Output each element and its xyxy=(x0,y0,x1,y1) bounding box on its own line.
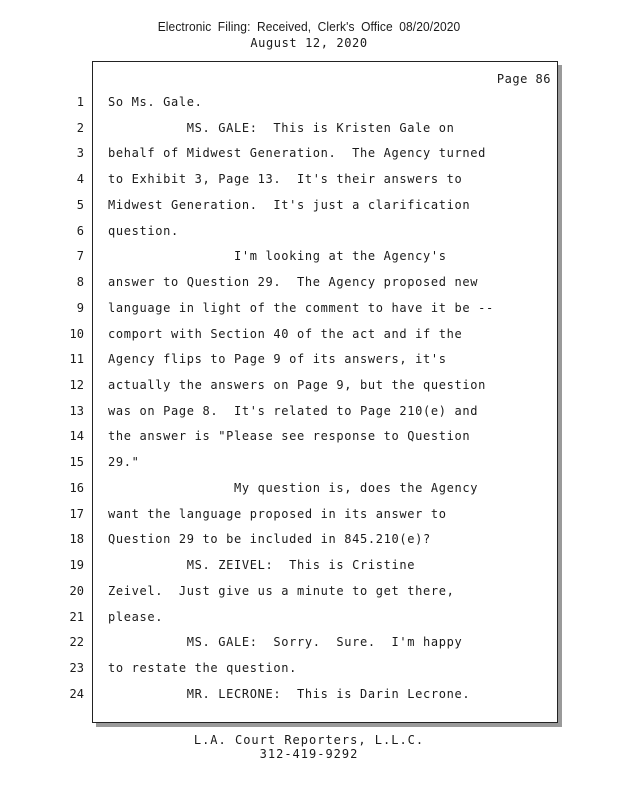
line-number: 16 xyxy=(69,481,84,495)
line-number: 2 xyxy=(76,121,84,135)
line-text: Midwest Generation. It's just a clarification xyxy=(108,198,471,212)
reporter-phone: 312-419-9292 xyxy=(259,747,359,761)
line-text: behalf of Midwest Generation. The Agency turned xyxy=(108,146,486,160)
line-text: to Exhibit 3, Page 13. It's their answers to xyxy=(108,172,463,186)
line-text: the answer is "Please see response to Question xyxy=(108,429,471,443)
line-number: 4 xyxy=(76,172,84,186)
line-text: So Ms. Gale. xyxy=(108,95,203,109)
page-number: Page 86 xyxy=(496,72,551,86)
line-number: 10 xyxy=(69,327,84,341)
line-text: was on Page 8. It's related to Page 210(e) and xyxy=(108,404,479,418)
line-number: 13 xyxy=(69,404,84,418)
line-number: 24 xyxy=(69,687,84,701)
line-text: Agency flips to Page 9 of its answers, it's xyxy=(108,352,447,366)
line-text: 29." xyxy=(108,455,140,469)
line-number: 12 xyxy=(69,378,84,392)
line-text: My question is, does the Agency xyxy=(108,481,479,495)
line-number: 6 xyxy=(76,224,84,238)
line-text: I'm looking at the Agency's xyxy=(108,249,447,263)
document-date: August 12, 2020 xyxy=(250,36,368,50)
reporter-company: L.A. Court Reporters, L.L.C. xyxy=(193,733,425,747)
line-number: 23 xyxy=(69,661,84,675)
line-number: 8 xyxy=(76,275,84,289)
line-text: MS. GALE: Sorry. Sure. I'm happy xyxy=(108,635,463,649)
line-number: 1 xyxy=(76,95,84,109)
line-number: 11 xyxy=(69,352,84,366)
line-text: question. xyxy=(108,224,179,238)
line-text: MS. GALE: This is Kristen Gale on xyxy=(108,121,455,135)
filing-stamp: Electronic Filing: Received, Clerk's Office 08/20/2020 xyxy=(157,19,461,35)
line-text: Question 29 to be included in 845.210(e)? xyxy=(108,532,431,546)
line-text: MS. ZEIVEL: This is Cristine xyxy=(108,558,416,572)
line-number: 9 xyxy=(76,301,84,315)
line-text: to restate the question. xyxy=(108,661,297,675)
line-number: 20 xyxy=(69,584,84,598)
line-number: 7 xyxy=(76,249,84,263)
line-text: Zeivel. Just give us a minute to get there, xyxy=(108,584,455,598)
line-text: language in light of the comment to have it be -- xyxy=(108,301,494,315)
line-number: 18 xyxy=(69,532,84,546)
line-number: 15 xyxy=(69,455,84,469)
line-number: 19 xyxy=(69,558,84,572)
line-number: 17 xyxy=(69,507,84,521)
line-text: MR. LECRONE: This is Darin Lecrone. xyxy=(108,687,471,701)
line-text: please. xyxy=(108,610,164,624)
line-text: comport with Section 40 of the act and if the xyxy=(108,327,463,341)
line-text: actually the answers on Page 9, but the question xyxy=(108,378,486,392)
line-number: 21 xyxy=(69,610,84,624)
line-text: want the language proposed in its answer to xyxy=(108,507,447,521)
line-number: 22 xyxy=(69,635,84,649)
line-number: 14 xyxy=(69,429,84,443)
line-text: answer to Question 29. The Agency proposed new xyxy=(108,275,479,289)
line-number: 5 xyxy=(76,198,84,212)
line-number: 3 xyxy=(76,146,84,160)
